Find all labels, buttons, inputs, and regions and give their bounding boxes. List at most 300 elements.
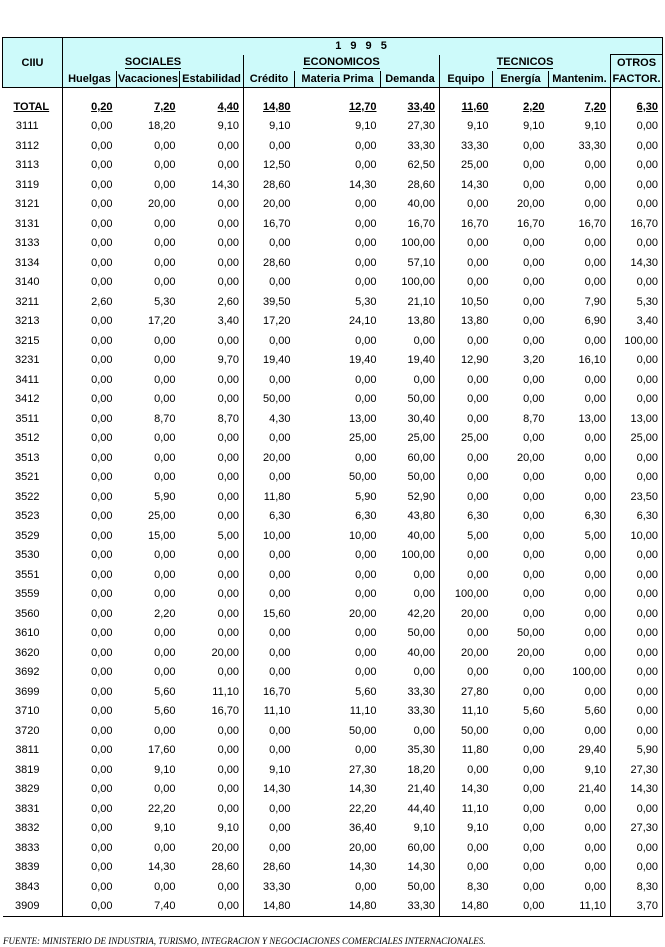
value-cell: 0,00 <box>154 373 176 386</box>
value-cell: 8,70 <box>154 412 176 425</box>
ciiu-code-cell: 3699 <box>15 685 40 698</box>
spacer-cell <box>493 88 549 98</box>
value-cell: 14,30 <box>348 178 377 191</box>
value-cell: 0,00 <box>217 568 239 581</box>
value-cell: 27,30 <box>407 120 435 133</box>
value-cell: 0,00 <box>584 646 606 659</box>
value-cell: 0,00 <box>63 468 117 488</box>
value-cell: 5,30 <box>611 292 663 312</box>
value-cell: 0,00 <box>440 487 493 507</box>
value-cell: 8,70 <box>523 412 545 425</box>
value-cell: 30,40 <box>407 412 435 425</box>
value-cell: 0,00 <box>217 373 239 386</box>
value-cell: 0,00 <box>63 624 117 644</box>
value-cell: 0,00 <box>217 432 239 445</box>
ciiu-code-cell: 3213 <box>15 315 40 328</box>
value-cell: 0,00 <box>63 546 117 566</box>
value-cell: 62,50 <box>407 159 435 172</box>
value-cell: 16,70 <box>211 705 239 718</box>
value-cell: 14,80 <box>440 897 493 917</box>
value-cell: 0,00 <box>154 451 176 464</box>
value-cell: 11,10 <box>440 702 493 722</box>
table-row <box>3 799 663 819</box>
value-cell: 0,00 <box>523 432 545 445</box>
value-cell: 0,00 <box>63 253 117 273</box>
ciiu-code-cell: 3832 <box>15 822 40 835</box>
value-cell: 0,00 <box>244 643 295 663</box>
value-cell: 0,00 <box>355 451 377 464</box>
table-row <box>3 429 663 449</box>
value-cell: 3,40 <box>217 315 239 328</box>
value-cell: 0,00 <box>584 861 606 874</box>
value-cell: 0,00 <box>217 588 239 601</box>
value-cell: 0,00 <box>584 724 606 737</box>
value-cell: 17,20 <box>244 312 295 332</box>
col-header-materia-prima: Materia Prima <box>295 71 381 88</box>
value-cell: 5,30 <box>154 295 176 308</box>
value-cell: 20,00 <box>440 604 493 624</box>
value-cell: 0,00 <box>244 273 295 293</box>
ciiu-code-cell: 3909 <box>3 897 63 917</box>
table-row <box>3 838 663 858</box>
value-cell: 33,30 <box>407 139 435 152</box>
value-cell: 28,60 <box>211 861 239 874</box>
table-row <box>3 546 663 566</box>
value-cell: 2,20 <box>523 100 545 113</box>
value-cell: 25,00 <box>440 429 493 449</box>
value-cell: 5,00 <box>217 529 239 542</box>
value-cell: 0,00 <box>217 510 239 523</box>
value-cell: 0,00 <box>440 409 493 429</box>
value-cell: 0,00 <box>355 373 377 386</box>
value-cell: 15,00 <box>147 529 176 542</box>
value-cell: 0,00 <box>611 585 663 605</box>
value-cell: 35,30 <box>407 744 435 757</box>
group-otros: OTROS <box>611 55 663 72</box>
value-cell: 27,30 <box>611 819 663 839</box>
data-table-container <box>2 37 662 917</box>
value-cell: 0,00 <box>440 448 493 468</box>
value-cell: 16,70 <box>611 214 663 234</box>
value-cell: 17,20 <box>147 315 176 328</box>
value-cell: 14,30 <box>611 780 663 800</box>
value-cell: 3,70 <box>611 897 663 917</box>
value-cell: 5,60 <box>154 705 176 718</box>
value-cell: 0,00 <box>154 237 176 250</box>
value-cell: 100,00 <box>401 276 435 289</box>
value-cell: 0,00 <box>611 390 663 410</box>
value-cell: 0,00 <box>63 877 117 897</box>
value-cell: 9,10 <box>217 822 239 835</box>
value-cell: 0,00 <box>584 880 606 893</box>
value-cell: 0,00 <box>611 663 663 683</box>
value-cell: 0,00 <box>523 256 545 269</box>
value-cell: 4,30 <box>244 409 295 429</box>
spacer-cell <box>3 88 63 98</box>
value-cell: 9,10 <box>413 822 435 835</box>
table-row <box>3 370 663 390</box>
value-cell: 12,90 <box>440 351 493 371</box>
value-cell: 0,00 <box>413 568 435 581</box>
value-cell: 33,30 <box>244 877 295 897</box>
value-cell: 0,00 <box>63 487 117 507</box>
value-cell: 11,10 <box>349 705 377 718</box>
ciiu-code-cell: 3231 <box>15 354 40 367</box>
value-cell: 0,00 <box>244 663 295 683</box>
value-cell: 0,00 <box>523 315 545 328</box>
value-cell: 0,00 <box>154 568 176 581</box>
ciiu-code-cell: 3710 <box>15 705 40 718</box>
value-cell: 0,00 <box>63 897 117 917</box>
value-cell: 0,00 <box>584 568 606 581</box>
value-cell: 5,60 <box>584 705 606 718</box>
value-cell: 0,00 <box>154 393 176 406</box>
ciiu-code-cell: 3843 <box>15 880 40 893</box>
value-cell: 0,00 <box>611 565 663 585</box>
value-cell: 0,00 <box>63 526 117 546</box>
value-cell: 0,00 <box>63 721 117 741</box>
value-cell: 3,40 <box>611 312 663 332</box>
value-cell: 5,90 <box>355 490 377 503</box>
table-row <box>3 819 663 839</box>
ciiu-code-cell: 3620 <box>15 646 40 659</box>
value-cell: 10,50 <box>440 292 493 312</box>
value-cell: 0,00 <box>523 783 545 796</box>
group-economicos: ECONOMICOS <box>244 55 440 72</box>
value-cell: 0,00 <box>355 646 377 659</box>
ciiu-code-cell: 3412 <box>15 393 40 406</box>
value-cell: 0,00 <box>217 744 239 757</box>
table-row <box>3 195 663 215</box>
year-header: 1 9 9 5 <box>63 38 663 55</box>
value-cell: 22,20 <box>147 802 176 815</box>
value-cell: 16,70 <box>578 217 606 230</box>
ciiu-code-cell: 3111 <box>15 120 39 133</box>
value-cell: 25,00 <box>440 156 493 176</box>
spacer-cell <box>381 88 440 98</box>
value-cell: 11,10 <box>212 685 239 698</box>
value-cell: 20,00 <box>440 643 493 663</box>
value-cell: 18,20 <box>407 763 435 776</box>
col-header-mantenim: Mantenim. <box>549 71 611 88</box>
value-cell: 0,00 <box>63 370 117 390</box>
value-cell: 0,00 <box>611 156 663 176</box>
ciiu-code-cell: 3523 <box>15 510 40 523</box>
table-row <box>3 565 663 585</box>
value-cell: 0,00 <box>611 195 663 215</box>
ciiu-code-cell: 3839 <box>15 861 40 874</box>
table-row <box>3 487 663 507</box>
table-row <box>3 292 663 312</box>
value-cell: 0,00 <box>355 666 377 679</box>
value-cell: 0,00 <box>440 838 493 858</box>
ciiu-code-cell: 3829 <box>15 783 40 796</box>
value-cell: 12,70 <box>348 100 377 113</box>
value-cell: 25,00 <box>407 432 435 445</box>
value-cell: 20,00 <box>516 646 545 659</box>
value-cell: 0,00 <box>63 565 117 585</box>
value-cell: 0,00 <box>63 331 117 351</box>
value-cell: 14,80 <box>295 897 381 917</box>
value-cell: 14,30 <box>407 861 435 874</box>
value-cell: 0,00 <box>154 256 176 269</box>
value-cell: 0,00 <box>523 568 545 581</box>
value-cell: 18,20 <box>147 120 176 133</box>
ciiu-code-cell: 3521 <box>15 471 40 484</box>
value-cell: 0,00 <box>611 721 663 741</box>
value-cell: 50,00 <box>407 880 435 893</box>
table-row <box>3 312 663 332</box>
value-cell: 0,00 <box>244 370 295 390</box>
value-cell: 0,00 <box>440 390 493 410</box>
value-cell: 0,00 <box>63 741 117 761</box>
value-cell: 0,00 <box>63 760 117 780</box>
value-cell: 0,00 <box>584 198 606 211</box>
ciiu-code-cell: 3131 <box>15 217 40 230</box>
ciiu-code-cell: 3529 <box>15 529 40 542</box>
value-cell: 0,00 <box>244 721 295 741</box>
value-cell: 27,30 <box>348 763 377 776</box>
value-cell: 0,00 <box>63 234 117 254</box>
spacer-cell <box>244 88 295 98</box>
value-cell: 0,00 <box>523 373 545 386</box>
value-cell: 0,00 <box>584 802 606 815</box>
value-cell: 11,60 <box>440 97 493 117</box>
value-cell: 0,00 <box>217 139 239 152</box>
value-cell: 0,00 <box>244 468 295 488</box>
value-cell: 0,00 <box>63 409 117 429</box>
value-cell: 40,00 <box>407 198 435 211</box>
value-cell: 20,00 <box>211 646 239 659</box>
value-cell: 9,10 <box>440 819 493 839</box>
value-cell: 0,00 <box>244 799 295 819</box>
value-cell: 52,90 <box>407 490 435 503</box>
value-cell: 0,00 <box>523 822 545 835</box>
value-cell: 0,00 <box>523 802 545 815</box>
value-cell: 0,00 <box>413 666 435 679</box>
value-cell: 10,00 <box>611 526 663 546</box>
table-row <box>3 624 663 644</box>
value-cell: 0,00 <box>63 682 117 702</box>
col-header-credito: Crédito <box>244 71 295 88</box>
value-cell: 0,00 <box>413 588 435 601</box>
value-cell: 16,70 <box>244 682 295 702</box>
value-cell: 0,00 <box>523 880 545 893</box>
value-cell: 0,20 <box>63 97 117 117</box>
value-cell: 13,80 <box>407 315 435 328</box>
ciiu-code-cell: 3134 <box>15 256 40 269</box>
value-cell: 11,10 <box>549 897 611 917</box>
value-cell: 0,00 <box>523 490 545 503</box>
value-cell: 0,00 <box>584 237 606 250</box>
value-cell: 0,00 <box>440 546 493 566</box>
value-cell: 36,40 <box>348 822 377 835</box>
value-cell: 0,00 <box>63 312 117 332</box>
value-cell: 33,30 <box>381 897 440 917</box>
value-cell: 14,30 <box>211 178 239 191</box>
table-row <box>3 175 663 195</box>
ciiu-code-cell: 3720 <box>15 724 40 737</box>
value-cell: 0,00 <box>355 393 377 406</box>
col-header-estabilidad: Estabilidad <box>180 71 244 88</box>
value-cell: 21,40 <box>407 783 435 796</box>
value-cell: 9,10 <box>584 120 606 133</box>
value-cell: 0,00 <box>440 858 493 878</box>
value-cell: 0,00 <box>355 568 377 581</box>
value-cell: 0,00 <box>611 604 663 624</box>
value-cell: 29,40 <box>578 744 606 757</box>
value-cell: 9,10 <box>355 120 377 133</box>
table-row <box>3 858 663 878</box>
value-cell: 11,80 <box>440 741 493 761</box>
value-cell: 28,60 <box>407 178 435 191</box>
value-cell: 0,00 <box>63 643 117 663</box>
group-sociales: SOCIALES <box>63 55 244 72</box>
table-row <box>3 273 663 293</box>
ciiu-code-cell: 3511 <box>15 412 40 425</box>
value-cell: 0,00 <box>523 841 545 854</box>
value-cell: 0,00 <box>440 624 493 644</box>
value-cell: 0,00 <box>63 448 117 468</box>
value-cell: 0,00 <box>611 643 663 663</box>
value-cell: 14,30 <box>244 780 295 800</box>
value-cell: 0,00 <box>611 175 663 195</box>
value-cell: 100,00 <box>572 666 606 679</box>
value-cell: 0,00 <box>584 276 606 289</box>
value-cell: 9,10 <box>217 120 239 133</box>
value-cell: 0,00 <box>355 334 377 347</box>
value-cell: 24,10 <box>348 315 377 328</box>
value-cell: 0,00 <box>217 724 239 737</box>
value-cell: 0,00 <box>244 565 295 585</box>
value-cell: 0,00 <box>611 702 663 722</box>
value-cell: 0,00 <box>355 627 377 640</box>
value-cell: 0,00 <box>440 370 493 390</box>
value-cell: 14,30 <box>348 783 377 796</box>
value-cell: 7,20 <box>154 100 176 113</box>
value-cell: 14,30 <box>611 253 663 273</box>
value-cell: 0,00 <box>217 237 239 250</box>
ciiu-code-cell: TOTAL <box>13 100 50 113</box>
ciiu-code-cell: 3140 <box>15 276 40 289</box>
value-cell: 0,00 <box>355 139 377 152</box>
value-cell: 5,90 <box>611 741 663 761</box>
value-cell: 14,30 <box>348 861 377 874</box>
value-cell: 13,80 <box>440 312 493 332</box>
value-cell: 0,00 <box>217 549 239 562</box>
value-cell: 0,00 <box>154 276 176 289</box>
value-cell: 5,90 <box>154 490 176 503</box>
value-cell: 2,60 <box>63 292 117 312</box>
value-cell: 14,30 <box>440 175 493 195</box>
table-row <box>3 390 663 410</box>
value-cell: 28,60 <box>244 858 295 878</box>
value-cell: 0,00 <box>154 217 176 230</box>
value-cell: 0,00 <box>63 838 117 858</box>
table-row <box>3 604 663 624</box>
value-cell: 9,10 <box>244 117 295 137</box>
ciiu-code-cell: 3559 <box>15 588 40 601</box>
value-cell: 0,00 <box>584 451 606 464</box>
value-cell: 0,00 <box>355 588 377 601</box>
value-cell: 0,00 <box>154 880 176 893</box>
value-cell: 50,00 <box>407 627 435 640</box>
value-cell: 0,00 <box>180 897 244 917</box>
value-cell: 50,00 <box>407 471 435 484</box>
value-cell: 0,00 <box>355 217 377 230</box>
value-cell: 57,10 <box>407 256 435 269</box>
value-cell: 6,30 <box>584 510 606 523</box>
value-cell: 0,00 <box>217 198 239 211</box>
col-header-energia: Energía <box>493 71 549 88</box>
value-cell: 0,00 <box>217 627 239 640</box>
value-cell: 11,10 <box>244 702 295 722</box>
value-cell: 0,00 <box>611 136 663 156</box>
value-cell: 9,10 <box>523 120 545 133</box>
value-cell: 0,00 <box>611 799 663 819</box>
value-cell: 0,00 <box>611 624 663 644</box>
table-row <box>3 702 663 722</box>
value-cell: 0,00 <box>63 175 117 195</box>
value-cell: 0,00 <box>217 471 239 484</box>
ciiu-code-cell: 3121 <box>15 198 40 211</box>
value-cell: 0,00 <box>244 546 295 566</box>
value-cell: 42,20 <box>407 607 435 620</box>
value-cell: 0,00 <box>611 351 663 371</box>
value-cell: 14,80 <box>244 97 295 117</box>
value-cell: 0,00 <box>63 214 117 234</box>
value-cell: 0,00 <box>244 624 295 644</box>
table-row <box>3 721 663 741</box>
value-cell: 7,90 <box>584 295 606 308</box>
table-row <box>3 214 663 234</box>
value-cell: 0,00 <box>523 178 545 191</box>
value-cell: 2,60 <box>217 295 239 308</box>
value-cell: 15,60 <box>244 604 295 624</box>
value-cell: 0,00 <box>217 607 239 620</box>
value-cell: 0,00 <box>154 178 176 191</box>
value-cell: 50,00 <box>348 471 377 484</box>
value-cell: 0,00 <box>440 234 493 254</box>
value-cell: 10,00 <box>348 529 377 542</box>
value-cell: 100,00 <box>611 331 663 351</box>
value-cell: 0,00 <box>217 451 239 464</box>
table-row <box>3 156 663 176</box>
value-cell: 0,00 <box>523 295 545 308</box>
value-cell: 0,00 <box>584 373 606 386</box>
value-cell: 60,00 <box>407 841 435 854</box>
value-cell: 6,30 <box>440 507 493 527</box>
value-cell: 0,00 <box>355 880 377 893</box>
value-cell: 20,00 <box>244 448 295 468</box>
ciiu-code-cell: 3512 <box>15 432 40 445</box>
spacer-cell <box>117 88 180 98</box>
value-cell: 0,00 <box>355 549 377 562</box>
ciiu-code-cell: 3530 <box>15 549 40 562</box>
value-cell: 0,00 <box>523 139 545 152</box>
value-cell: 13,00 <box>348 412 377 425</box>
table-header <box>3 38 663 88</box>
value-cell: 0,00 <box>523 334 545 347</box>
total-row <box>3 97 663 117</box>
value-cell: 0,00 <box>413 724 435 737</box>
value-cell: 11,10 <box>440 799 493 819</box>
value-cell: 0,00 <box>244 741 295 761</box>
value-cell: 20,00 <box>244 195 295 215</box>
value-cell: 0,00 <box>611 546 663 566</box>
ciiu-code-cell: 3831 <box>15 802 40 815</box>
value-cell: 13,00 <box>611 409 663 429</box>
